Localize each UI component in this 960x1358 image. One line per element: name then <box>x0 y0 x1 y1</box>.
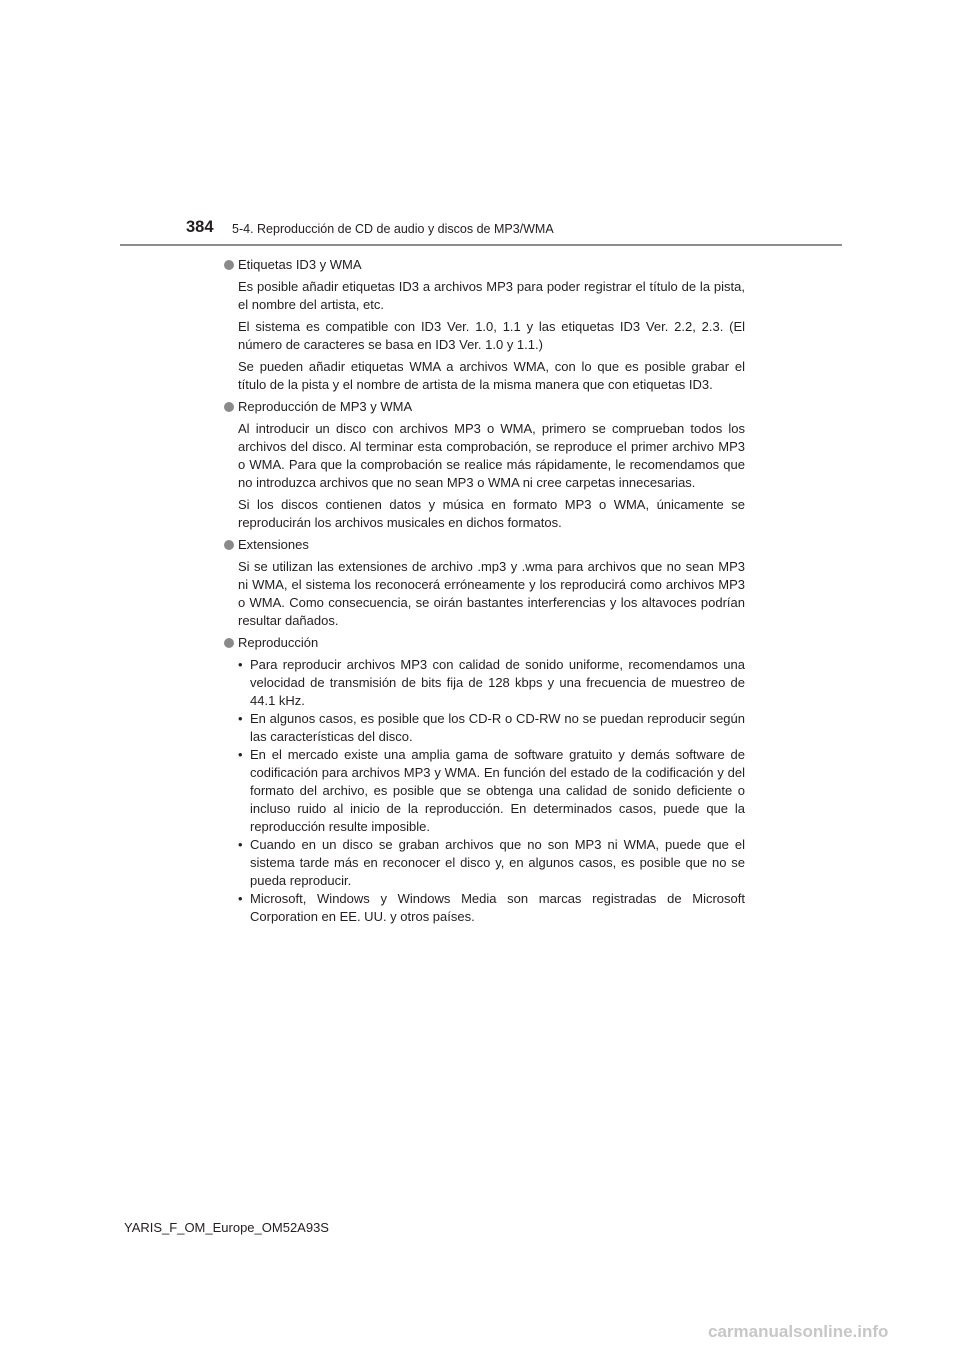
list-dot-icon: • <box>238 837 243 852</box>
section-playback-mp3-wma <box>224 398 745 532</box>
playback-notes-list <box>238 656 745 926</box>
list-item-text: Microsoft, Windows y Windows Media son marcas registradas de Microsoft Corporation en EE. UU. y otros países. <box>250 891 745 924</box>
bullet-icon <box>224 260 234 270</box>
paragraph: Al introducir un disco con archivos MP3 o WMA, primero se comprueban todos los archivos del disco. Al terminar esta comprobación, se reproduce el primer archivo MP3 o WMA. Para que la comprobación se realice más rápidamente, le recomendamos que no introduzca archivos que no sean MP3 o WMA ni cree carpetas innecesarias. <box>238 421 745 490</box>
section-heading <box>224 398 745 416</box>
section-title: 5-4. Reproducción de CD de audio y discos de MP3/WMA <box>232 222 554 236</box>
section-playback <box>224 634 745 926</box>
watermark: carmanualsonline.info <box>708 1322 889 1341</box>
list-item-text: Para reproducir archivos MP3 con calidad de sonido uniforme, recomendamos una velocidad de transmisión de bits fija de 128 kbps y una frecuencia de muestreo de 44.1 kHz. <box>250 657 745 708</box>
bullet-icon <box>224 540 234 550</box>
section-heading-text: Etiquetas ID3 y WMA <box>238 257 362 272</box>
section-heading <box>224 536 745 554</box>
section-heading <box>224 256 745 274</box>
section-heading-text: Extensiones <box>238 537 309 552</box>
list-item-text: En algunos casos, es posible que los CD-R o CD-RW no se puedan reproducir según las características del disco. <box>250 711 745 744</box>
list-item-text: En el mercado existe una amplia gama de software gratuito y demás software de codificación para archivos MP3 y WMA. En función del estado de la codificación y del formato del archivo, es posible que se obtenga una calidad de sonido deficiente o incluso ruido al inicio de la reproducción. En determinados casos, puede que la reproducción resulte imposible. <box>250 747 745 834</box>
header-divider <box>120 244 842 246</box>
section-id3-tags <box>224 256 745 394</box>
document-id: YARIS_F_OM_Europe_OM52A93S <box>124 1220 329 1235</box>
paragraph: Es posible añadir etiquetas ID3 a archivos MP3 para poder registrar el título de la pista, el nombre del artista, etc. <box>238 279 745 312</box>
list-item <box>238 890 745 926</box>
list-item <box>238 710 745 746</box>
bullet-icon <box>224 638 234 648</box>
list-dot-icon: • <box>238 711 243 726</box>
list-dot-icon: • <box>238 657 243 672</box>
paragraph: Se pueden añadir etiquetas WMA a archivos WMA, con lo que es posible grabar el título de la pista y el nombre de artista de la misma manera que con etiquetas ID3. <box>238 359 745 392</box>
list-item <box>238 746 745 836</box>
section-extensions <box>224 536 745 630</box>
list-item <box>238 656 745 710</box>
page-number: 384 <box>186 218 214 236</box>
list-item <box>238 836 745 890</box>
list-dot-icon: • <box>238 891 243 906</box>
paragraph: Si los discos contienen datos y música en formato MP3 o WMA, únicamente se reproducirán los archivos musicales en dichos formatos. <box>238 497 745 530</box>
list-dot-icon: • <box>238 747 243 762</box>
paragraph: Si se utilizan las extensiones de archivo .mp3 y .wma para archivos que no sean MP3 ni WMA, el sistema los reconocerá erróneamente y los reproducirá como archivos MP3 o WMA. Como consecuencia, se oirán bastantes interferencias y los altavoces podrían resultar dañados. <box>238 559 745 628</box>
paragraph: El sistema es compatible con ID3 Ver. 1.0, 1.1 y las etiquetas ID3 Ver. 2.2, 2.3. (El número de caracteres se basa en ID3 Ver. 1.0 y 1.1.) <box>238 319 745 352</box>
page-content <box>224 256 745 926</box>
section-heading-text: Reproducción <box>238 635 319 650</box>
section-heading <box>224 634 745 652</box>
section-heading-text: Reproducción de MP3 y WMA <box>238 399 413 414</box>
bullet-icon <box>224 402 234 412</box>
list-item-text: Cuando en un disco se graban archivos que no son MP3 ni WMA, puede que el sistema tarde más en reconocer el disco y, en algunos casos, es posible que no se pueda reproducir. <box>250 837 745 888</box>
